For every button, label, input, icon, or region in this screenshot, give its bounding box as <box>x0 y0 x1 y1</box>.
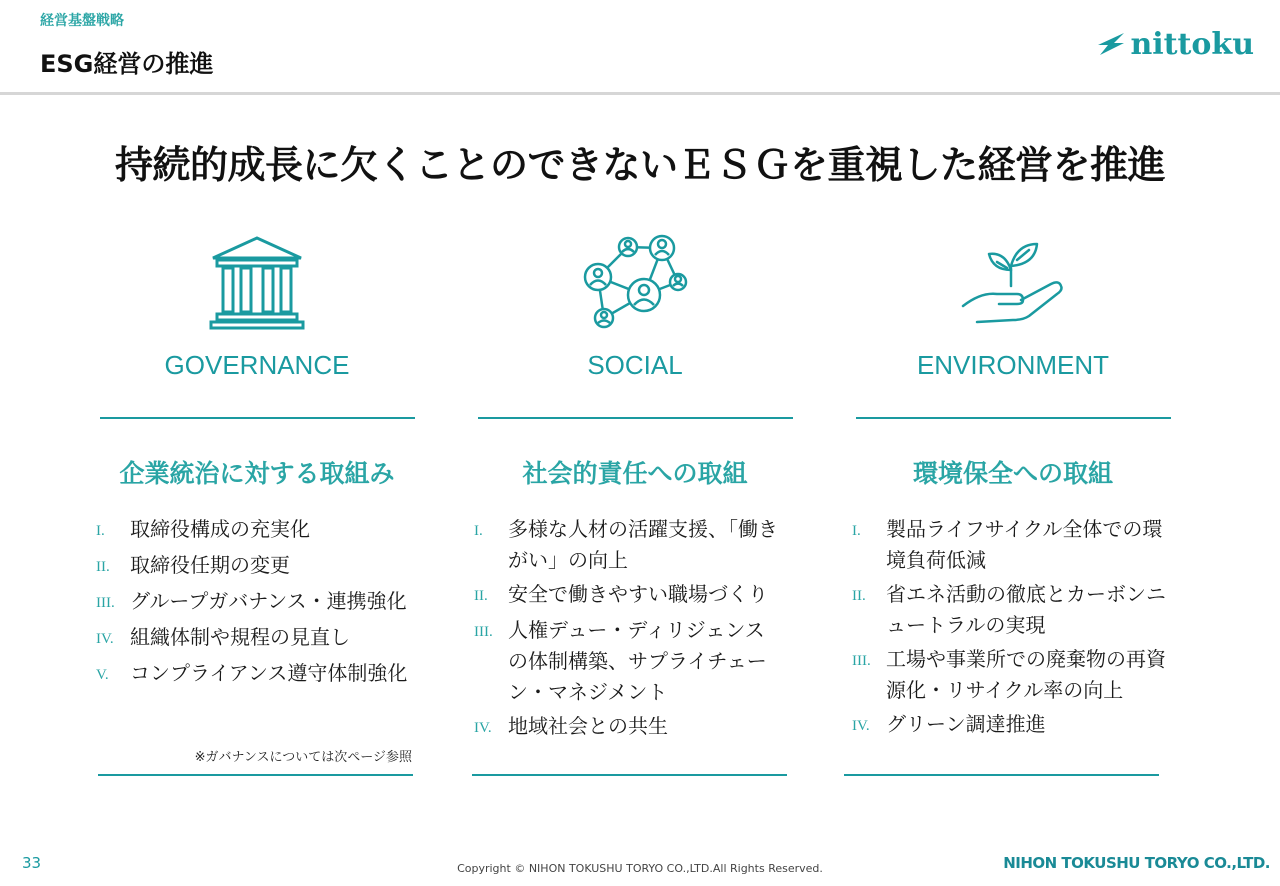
item-text: 地域社会との共生 <box>508 714 668 738</box>
item-number: IV. <box>96 631 114 647</box>
government-building-icon <box>207 234 307 334</box>
list-item <box>474 615 784 708</box>
item-number: III. <box>852 653 871 669</box>
environment-list <box>852 514 1178 745</box>
environment-top-rule <box>856 417 1171 419</box>
item-text: グリーン調達推進 <box>886 712 1046 736</box>
logo-text: nittoku <box>1130 26 1254 62</box>
governance-bottom-rule <box>98 774 413 776</box>
list-item <box>474 711 784 744</box>
item-number: IV. <box>852 718 870 734</box>
governance-heading: GOVERNANCE <box>164 350 350 380</box>
plant-in-hand-icon <box>953 234 1073 334</box>
list-item <box>96 550 422 583</box>
item-text: 多様な人材の活躍支援、「働きがい」の向上 <box>508 517 778 572</box>
item-number: IV. <box>474 720 492 736</box>
list-item <box>852 579 1178 641</box>
environment-bottom-rule <box>844 774 1159 776</box>
social-heading: SOCIAL <box>587 350 683 380</box>
section-label: 経営基盤戦略 <box>40 13 124 29</box>
item-text: 組織体制や規程の見直し <box>130 625 350 649</box>
item-number: III. <box>96 595 115 611</box>
list-item <box>852 709 1178 742</box>
page-number: 33 <box>22 854 42 872</box>
item-number: I. <box>852 523 861 539</box>
item-number: V. <box>96 667 109 683</box>
logo <box>1096 26 1254 62</box>
list-item <box>96 514 422 547</box>
item-text: グループガバナンス・連携強化 <box>130 589 407 613</box>
governance-top-rule <box>100 417 415 419</box>
governance-subtitle: 企業統治に対する取組み <box>119 459 395 488</box>
list-item <box>96 586 422 619</box>
list-item <box>474 514 784 576</box>
headline: 持続的成長に欠くことのできないＥＳＧを重視した経営を推進 <box>114 143 1165 187</box>
item-number: II. <box>852 588 866 604</box>
item-number: I. <box>474 523 483 539</box>
social-top-rule <box>478 417 793 419</box>
item-number: II. <box>474 588 488 604</box>
item-number: I. <box>96 523 105 539</box>
page-title: ESG経営の推進 <box>40 50 214 78</box>
item-text: コンプライアンス遵守体制強化 <box>130 661 408 685</box>
copyright: Copyright © NIHON TOKUSHU TORYO CO.,LTD.All Rights Reserved. <box>457 862 823 875</box>
list-item <box>96 622 422 655</box>
social-bottom-rule <box>472 774 787 776</box>
item-text: 製品ライフサイクル全体での環境負荷低減 <box>886 517 1163 572</box>
item-text: 工場や事業所での廃棄物の再資源化・リサイクル率の向上 <box>886 647 1166 702</box>
list-item <box>474 579 784 612</box>
environment-subtitle: 環境保全への取組 <box>912 459 1113 488</box>
header-divider <box>0 92 1280 95</box>
environment-heading: ENVIRONMENT <box>916 350 1110 380</box>
item-text: 安全で働きやすい職場づくり <box>508 582 768 606</box>
footer-brand: NIHON TOKUSHU TORYO CO.,LTD. <box>1003 854 1270 872</box>
social-network-icon <box>580 232 690 332</box>
governance-list <box>96 514 422 694</box>
item-text: 取締役任期の変更 <box>130 553 290 577</box>
list-item <box>96 658 422 691</box>
item-text: 人権デュー・ディリジェンスの体制構築、サプライチェーン・マネジメント <box>508 618 767 704</box>
governance-note: ※ガバナンスについては次ページ参照 <box>194 750 412 765</box>
list-item <box>852 514 1178 576</box>
item-number: II. <box>96 559 110 575</box>
list-item <box>852 644 1178 706</box>
item-text: 省エネ活動の徹底とカーボンニュートラルの実現 <box>886 582 1166 637</box>
social-list <box>474 514 784 747</box>
logo-mark-icon <box>1096 31 1126 57</box>
item-text: 取締役構成の充実化 <box>130 517 310 541</box>
social-subtitle: 社会的責任への取組 <box>522 459 748 488</box>
item-number: III. <box>474 624 493 640</box>
